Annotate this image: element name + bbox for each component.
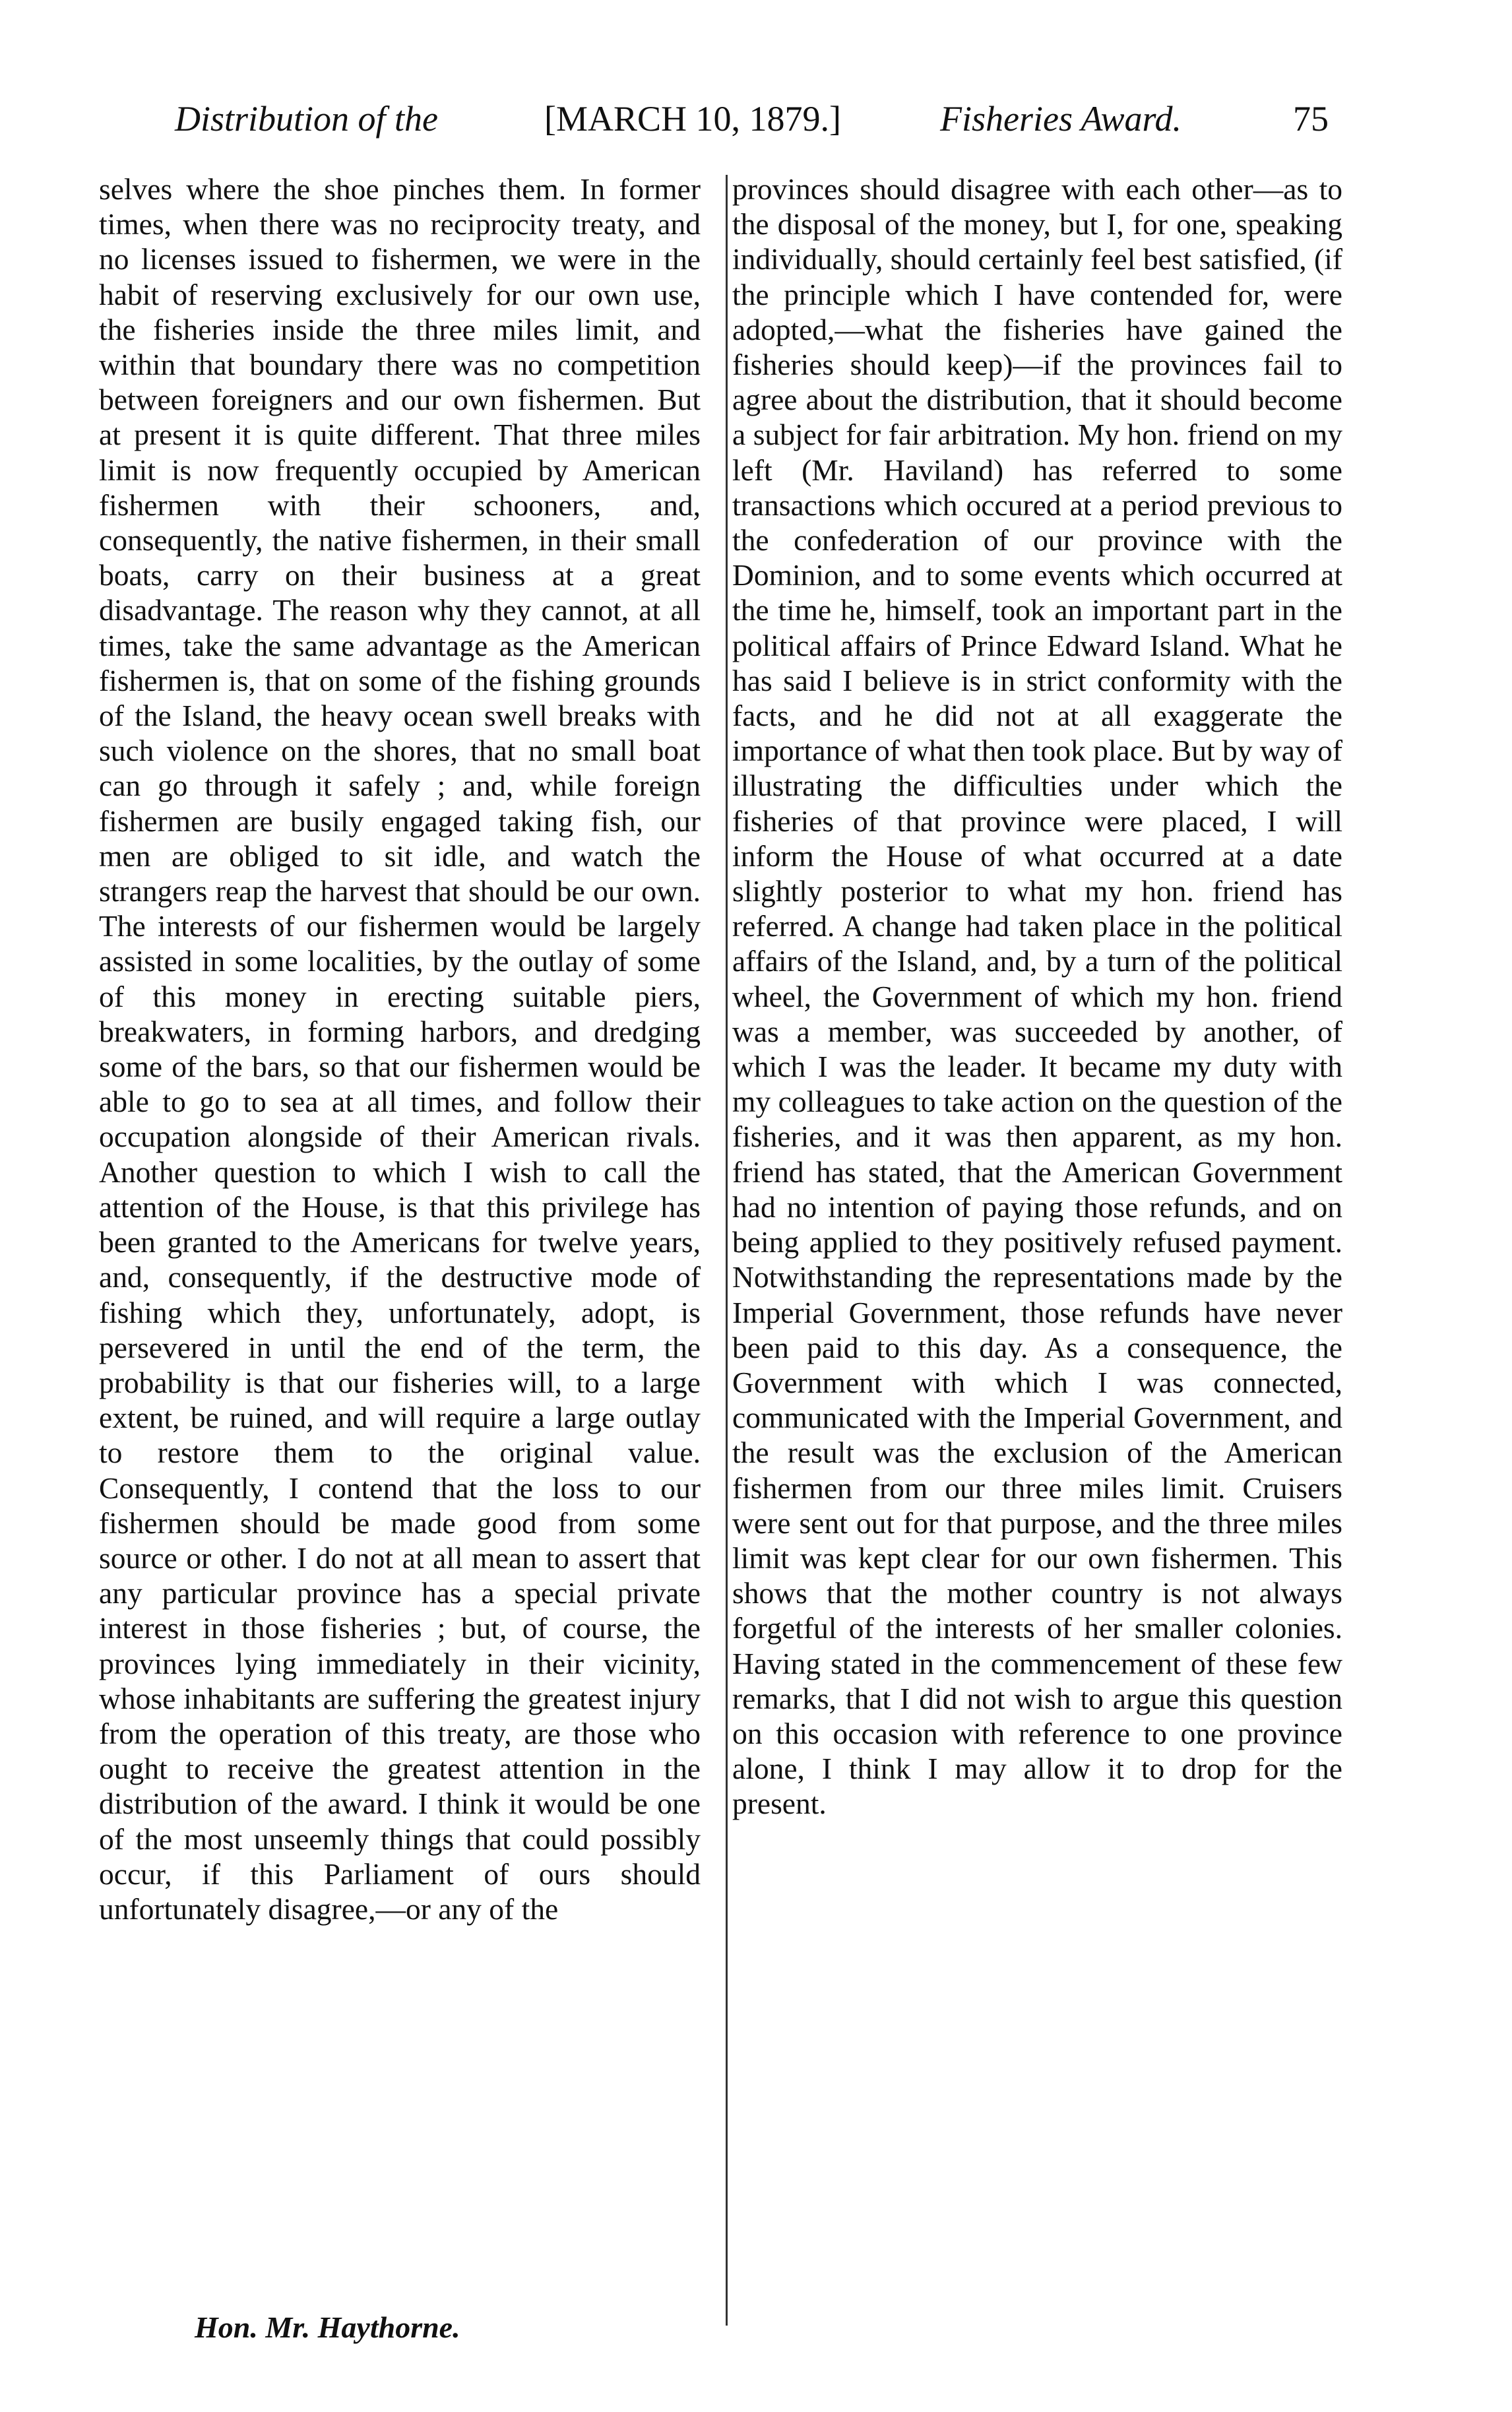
header-section-title: Distribution of the	[175, 99, 439, 139]
header-topic: Fisheries Award.	[940, 99, 1182, 139]
header-date: [MARCH 10, 1879.]	[544, 99, 842, 139]
right-column-text: provinces should disagree with each other—as to the disposal of the money, but I, for one, speaking individually, should certainly feel best satisfied, (if the principle which I have contended for, were adopted,—what the fisheries have gained the fisheries should keep)—if the provinces fail to agree about the distribution, that it should become a subject for fair arbitration. My hon. friend on my left (Mr. Haviland) has referred to some transactions which occured at a period previous to the confederation of our province with the Dominion, and to some events which occurred at the time he, himself, took an important part in the political affairs of Prince Edward Island. What he has said I believe is in strict conformity with the facts, and he did not at all exaggerate the importance of what then took place. But by way of illustrating the difficulties under which the fisheries of that province were placed, I will inform the House of what occurred at a date slightly posterior to what my hon. friend has referred. A change had taken place in the political affairs of the Island, and, by a turn of the political wheel, the Government of which my hon. friend was a member, was succeeded by another, of which I was the leader. It became my duty with my colleagues to take action on the question of the fisheries, and it was then apparent, as my hon. friend has stated, that the American Government had no intention of paying those refunds, and on being applied to they positively refused payment. Notwithstanding the representations made by the Imperial Government, those refunds have never been paid to this day. As a consequence, the Government with which I was connected, communicated with the Imperial Government, and the result was the exclusion of the American fishermen from our three miles limit. Cruisers were sent out for that purpose, and the three miles limit was kept clear for our own fishermen. This shows that the mother country is not always forgetful of the interests of her smaller colonies. Having stated in the commencement of these few remarks, that I did not wish to argue this question on this occasion with reference to one province alone, I think I may allow it to drop for the present.	[732, 172, 1342, 1821]
left-column-text: selves where the shoe pinches them. In former times, when there was no reciprocity treaty, and no licenses issued to fishermen, we were in the habit of reserving exclusively for our own use, the fisheries inside the three miles limit, and within that boundary there was no competition between foreigners and our own fishermen. But at present it is quite different. That three miles limit is now frequently occupied by American fishermen with their schooners, and, consequently, the native fishermen, in their small boats, carry on their business at a great disadvantage. The reason why they cannot, at all times, take the same advantage as the American fishermen is, that on some of the fishing grounds of the Island, the heavy ocean swell breaks with such violence on the shores, that no small boat can go through it safely ; and, while foreign fishermen are busily engaged taking fish, our men are obliged to sit idle, and watch the strangers reap the harvest that should be our own. The interests of our fishermen would be largely assisted in some localities, by the outlay of some of this money in erecting suitable piers, breakwaters, in forming harbors, and dredging some of the bars, so that our fishermen would be able to go to sea at all times, and follow their occupation alongside of their American rivals. Another question to which I wish to call the attention of the House, is that this privilege has been granted to the Americans for twelve years, and, consequently, if the destructive mode of fishing which they, unfortunately, adopt, is persevered in until the end of the term, the probability is that our fisheries will, to a large extent, be ruined, and will require a large outlay to restore them to the original value. Consequently, I contend that the loss to our fishermen should be made good from some source or other. I do not at all mean to assert that any particular province has a special private interest in those fisheries ; but, of course, the provinces lying immediately in their vicinity, whose inhabitants are suffering the greatest injury from the operation of this treaty, are those who ought to receive the greatest attention in the distribution of the award. I think it would be one of the most unseemly things that could possibly occur, if this Parliament of ours should unfortunately disagree,—or any of the	[99, 172, 701, 1926]
left-column	[99, 172, 701, 1926]
column-divider	[726, 175, 728, 2326]
speaker-footer: Hon. Mr. Haythorne.	[195, 2310, 460, 2344]
running-header	[175, 82, 1336, 155]
page-number: 75	[1293, 99, 1329, 139]
right-column	[732, 172, 1342, 1822]
